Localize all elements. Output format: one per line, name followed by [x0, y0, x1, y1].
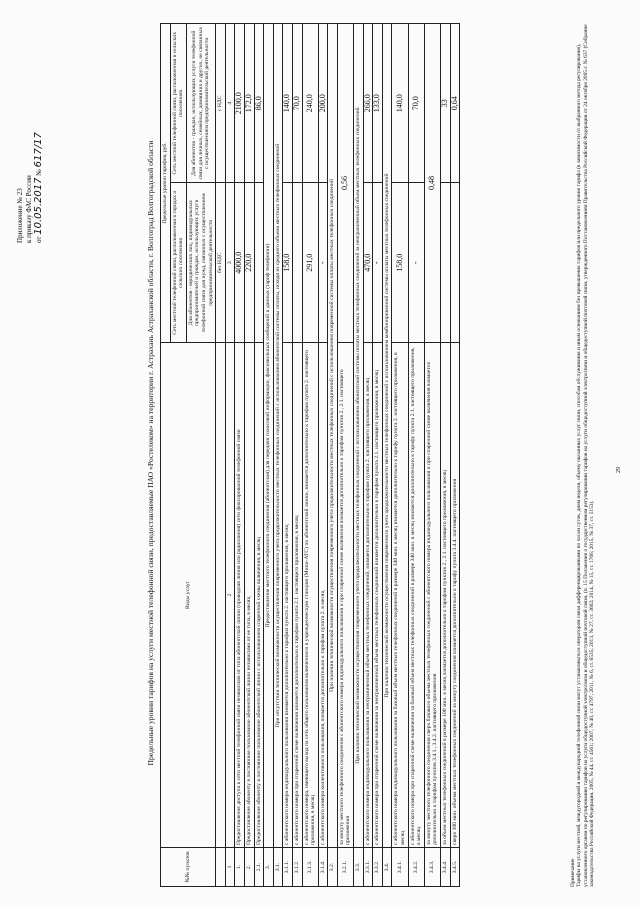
notes-text: Тарифы на услуги местной, междугородной и международной телефонной связи могут устанавливаться оператором связи дифференцированными по часам суток, дням недели, объему оказанных услуг связи, способам обслуживания и иным основаниям без превышения тарифов или предельного уровня тарифа (в зависимости от выбранного метода регулирования), установленного органом по регулированию тарифов на услуги общедоступной электросвязи и общедоступной почтовой связи, (п. 15 Положения о государственном регулировании тарифов на услуги общедоступной электросвязи и общедоступной почтовой связи, утвержденного Постановлением Правительства Российской Федерации от 24 октября 2005 г. № 637 (Собрание законодательства Российской Федерации, 2005, № 44, ст. 4561; 2007, № 40, ст. 4797; 2011, № 6, ст. 6535; 2013, № 27, ст. 3602; 2014, № 15, ст. 1766; 2015, № 37, ст. 5153). [576, 24, 596, 887]
column-number: 3 [225, 183, 235, 343]
table-row [318, 24, 328, 887]
header-citizens: Для абонентов - граждан, использующих услуги телефонной связи для личных, семейных, домашних и других, не связанных с осуществлением предпринимательской деятельности [186, 24, 215, 184]
table-row [382, 24, 392, 887]
row-value-citizens: 2100,0 [235, 24, 245, 184]
row-service: с абонентского номера при спаренной схеме включения за базовый объем местных телефонных соединений в размере 340 мин. в месяц взимается дополнительно к тарифу пункта 2.1. настоящего приложения, в месяц [408, 343, 424, 848]
row-value-legal [450, 183, 460, 343]
row-value-citizens: 266,0 [363, 24, 373, 184]
table-row [373, 24, 383, 887]
row-value-legal [254, 183, 264, 343]
row-number: 3.4.1. [392, 848, 408, 887]
row-value-citizens: 172,0 [244, 24, 254, 184]
row-value-legal: 291,0 [302, 183, 318, 343]
row-value-citizens: 133,0 [373, 24, 383, 184]
header-levels: Предельные уровни тарифов, руб. [161, 24, 171, 343]
column-number: 2 [225, 343, 235, 848]
row-number: 3.2.1. [337, 848, 353, 887]
row-value-legal: 470,0 [363, 183, 373, 343]
row-value-legal [292, 183, 302, 343]
row-service: с абонентского номера индивидуального пользования за базовый объем местных телефонных соединений в размере 340 мин. в месяц взимается дополнительно к тарифу пункта 2. настоящего приложения, в месяц [392, 343, 408, 848]
row-number: 3.3. [354, 848, 364, 887]
row-value-citizens: 86,0 [254, 24, 264, 184]
row-number: 3.1.4. [318, 848, 328, 887]
row-value-citizens: 70,0 [408, 24, 424, 184]
header-empty [216, 343, 226, 848]
row-value-legal: 158,0 [392, 183, 408, 343]
header-legal-entities: Для абонентов - юридических лиц, индивидуальных предпринимателей и граждан, использующих услуги телефонной связи для нужд, связанных с осуществлением предпринимательской деятельности [186, 183, 215, 343]
row-value-legal: 158,0 [283, 183, 293, 343]
row-value-legal: 4000,0 [235, 183, 245, 343]
row-service: При наличии технической возможности осуществления повременного учета продолжительности местных телефонных соединений с использованием комбинированной системы оплаты местных телефонных соединений [382, 24, 392, 848]
row-number: 3.1.2. [292, 848, 302, 887]
table-row [408, 24, 424, 887]
approval-block [16, 23, 44, 243]
row-service: с абонентского номера коллективного пользования, взимается дополнительно к тарифам пункта 2. в месяц [318, 343, 328, 848]
row-service: с абонентского номера индивидуального пользования взимается дополнительно к тарифам пункта 2. настоящего приложения, в месяц [283, 343, 293, 848]
appendix-label: Приложение № 23 [16, 188, 24, 243]
table-row [450, 24, 460, 887]
row-value-citizens: 70,0 [292, 24, 302, 184]
header-empty [216, 848, 226, 887]
table-row [354, 24, 364, 887]
order-label: к приказу ФАС России [25, 175, 33, 243]
notes-heading: Примечание [570, 858, 576, 887]
row-number: 3.4.4. [441, 848, 451, 887]
table-row [292, 24, 302, 887]
row-value-citizens: 33 [441, 24, 451, 184]
table-row [424, 24, 440, 887]
row-number: 3.2. [328, 848, 338, 887]
rotated-sheet [10, 13, 630, 893]
row-number: 3.1.1. [283, 848, 293, 887]
row-number: 3.1.3. [302, 848, 318, 887]
row-number: 3.4.5. [450, 848, 460, 887]
table-row [264, 24, 274, 887]
row-service: с абонентского номера при спаренной схеме включения взимается дополнительно к тарифам пункта 2.1. настоящего приложения, в месяц [292, 343, 302, 848]
row-value-citizens: 140,0 [392, 24, 408, 184]
page-number: 29 [616, 467, 622, 473]
row-service: При наличии технической возможности осуществления повременного учета продолжительности местных телефонных соединений с использованием абонентской системы оплаты местных телефонных соединений за неограниченный объем местных телефонных соединений [354, 24, 364, 848]
column-number: 1 [225, 848, 235, 887]
row-service: сверх 100 мин. объема местных телефонных соединений за минуту соединения взимается дополнительно к тарифу пункта 3.4.4. настоящего приложения [450, 343, 460, 848]
column-number: 4 [225, 24, 235, 184]
row-service: При наличии технической возможности осуществления повременного учета продолжительности местных телефонных соединений с использованием повременной системы оплаты местных телефонных соединений [328, 24, 338, 848]
row-service: с абонентского номера при спаренной схеме включения за неограниченный объем местных телефонных соединений взимается дополнительно к тарифам пункта 2.1. настоящего приложения, в месяц [373, 343, 383, 848]
table-row [363, 24, 373, 887]
row-value-legal: 220,0 [244, 183, 254, 343]
document-title: Предельные уровни тарифов на услуги местной телефонной связи, предоставляемые ПАО «Ростелеком» на территории г. Астрахань Астраханской области, г. Волгоград Волгоградской области [146, 140, 155, 766]
row-number: 1. [235, 848, 245, 887]
row-number: 3.4.3. [424, 848, 440, 887]
row-number: 3.4. [382, 848, 392, 887]
row-value-merged: 0,56 [337, 24, 353, 343]
handwritten-number: 617/17 [33, 132, 44, 168]
row-service: При отсутствии технической возможности осуществления повременного учета продолжительности местных телефонных соединений с использованием абонентской системы оплаты, исходя из среднего объема местных телефонных соединений [273, 24, 283, 848]
row-value-citizens: 240,0 [302, 24, 318, 184]
table-row [392, 24, 408, 887]
header-city-network: Сеть местной телефонной связи, расположенная в городах и сельских поселениях [170, 183, 186, 343]
notes-block [570, 21, 596, 887]
row-value-legal: - [373, 183, 383, 343]
row-service: Предоставление местного телефонного соединения (абонентская) для передачи голосовой информации, факсимильных сообщений и данных (тариф телефонии) [264, 24, 274, 848]
row-service: Предоставление абоненту в постоянное пользование абонентской линии независимо от ее типа, в месяц [244, 343, 254, 848]
table-row [302, 24, 318, 887]
row-value-merged: 0,48 [424, 24, 440, 343]
row-value-legal: - [408, 183, 424, 343]
table-row [337, 24, 353, 887]
row-number: 3.3.2. [373, 848, 383, 887]
row-service: с абонентского номера индивидуального пользования за неограниченный объем местных телефонных соединений, взимается дополнительно к тарифам пункта 2. настоящего приложения, в месяц [363, 343, 373, 848]
row-number: 3.1. [273, 848, 283, 887]
table-row [283, 24, 293, 887]
row-value-legal: - [318, 183, 328, 343]
order-date-line: от 10.05.2017 № 617/17 [33, 132, 44, 243]
header-number: №№ пунктов [161, 848, 216, 887]
row-number: 2.1. [254, 848, 264, 887]
row-number: 2. [244, 848, 254, 887]
header-vat-included: с НДС [216, 24, 226, 184]
row-service: за минуту местного телефонного соединения сверх базового объема местных телефонных соединений с абонентского номера индивидуального пользования и при спаренной схеме включения взимается дополнительно к тарифам пунктов 3.4.1., 3.4.2. настоящего приложения [424, 343, 440, 848]
header-service: Виды услуг [161, 343, 216, 848]
table-body [235, 24, 460, 887]
table-row [254, 24, 264, 887]
row-service: Предоставление абоненту в постоянное пользование абонентской линии с использованием спаренной схемы включения, в месяц [254, 343, 264, 848]
row-value-citizens: 0,64 [450, 24, 460, 184]
row-service: за минуту местного телефонного соединения с абонентского номера индивидуального пользования и при спаренной схеме включения взимается дополнительно к тарифам пунктов 2., 2.1. настоящего приложения [337, 343, 353, 848]
handwritten-date: 10.05.2017 [33, 177, 44, 235]
row-number: 3. [264, 848, 274, 887]
tariff-table [160, 23, 460, 887]
row-service: Предоставление доступа к сети местной телефонной связи независимо от типа абонентской линии (проводная линия или радиолиния) сети фиксированной телефонной связи [235, 343, 245, 848]
row-service: с абонентского номера, имеющего выход на сеть общего пользования включенного в учрежденческую станцию (Мини-АТС) по абонентской линии, взимается дополнительно к тарифам пункта 2. настоящего приложения, в месяц [302, 343, 318, 848]
header-village-network: Сеть местной телефонной связи, расположенная в сельских поселениях [170, 24, 186, 184]
table-row [273, 24, 283, 887]
row-number: 3.4.2. [408, 848, 424, 887]
row-value-citizens: 200,0 [318, 24, 328, 184]
row-number: 3.3.1. [363, 848, 373, 887]
table-row [328, 24, 338, 887]
row-service: за объем местных телефонных соединений в размере 100 мин. в месяц взимается дополнительно к тарифам пунктов 2., 2.1. настоящего приложения, в месяц [441, 343, 451, 848]
table-row [441, 24, 451, 887]
table-row [244, 24, 254, 887]
header-vat-excluded: без НДС [216, 183, 226, 343]
table-row [235, 24, 245, 887]
row-value-citizens: 140,0 [283, 24, 293, 184]
row-value-legal [441, 183, 451, 343]
